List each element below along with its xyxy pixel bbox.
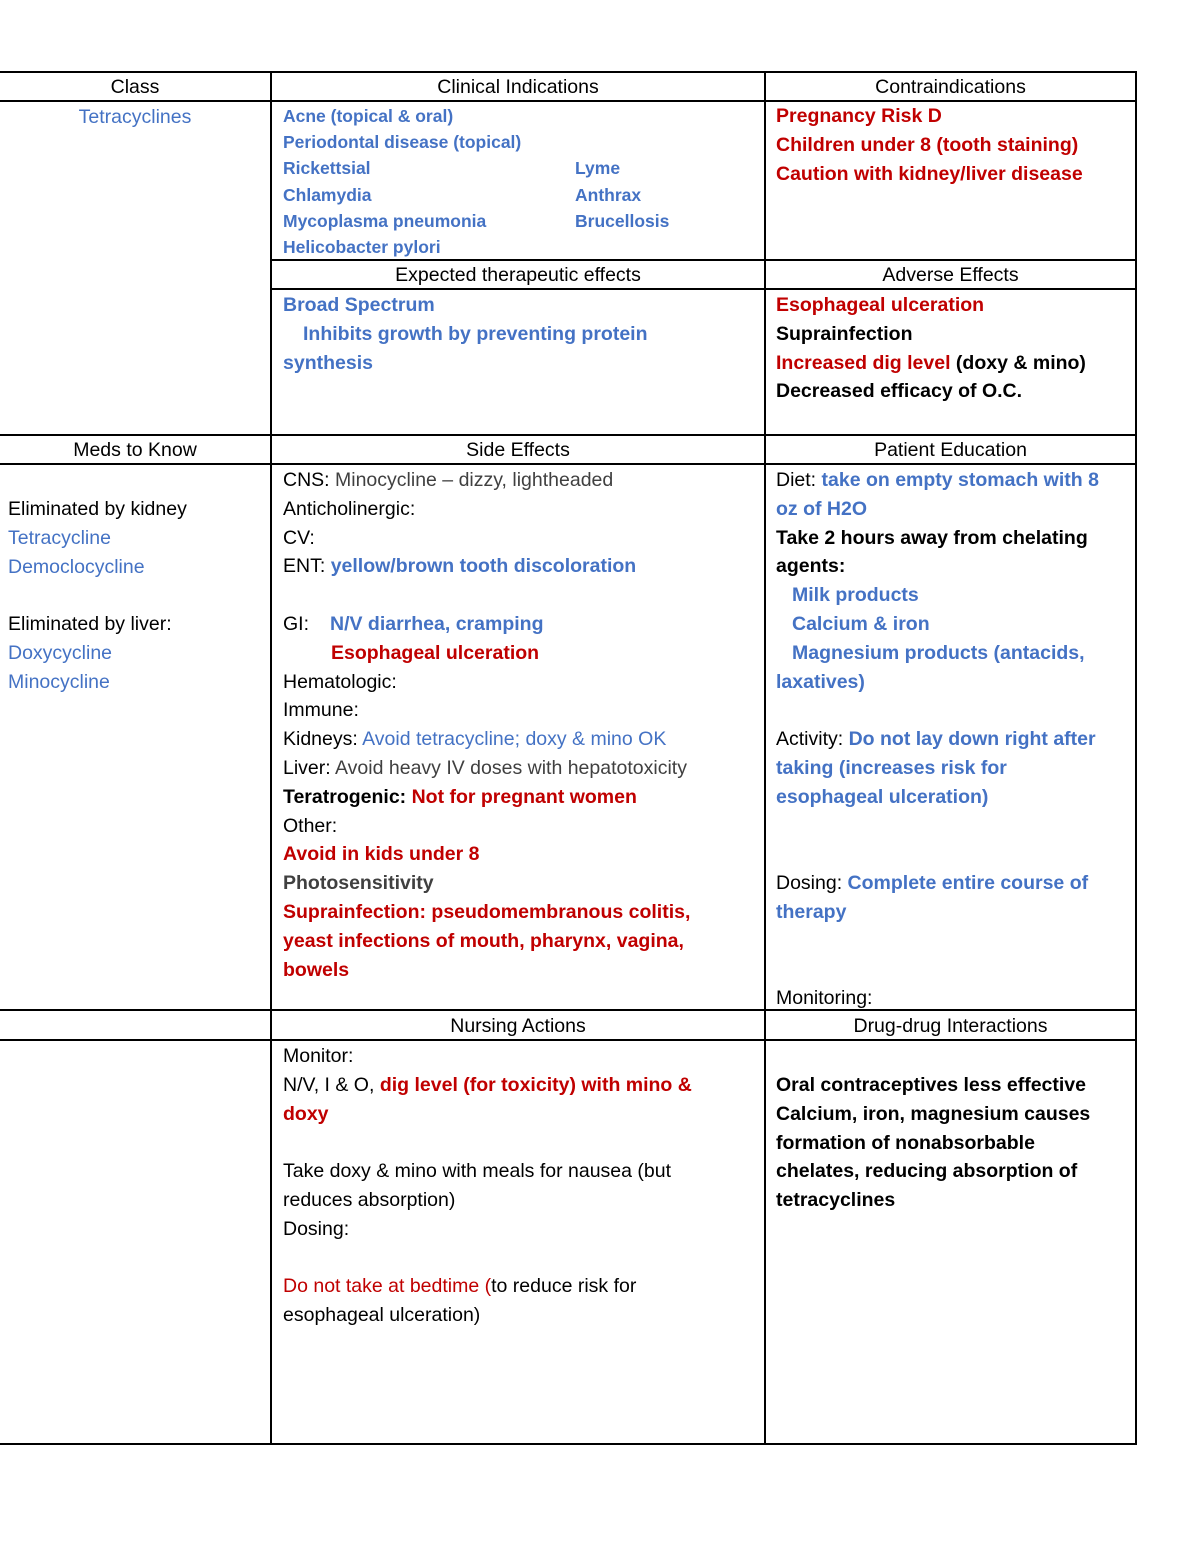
side-label: Liver:	[283, 756, 336, 779]
side-label: Kidneys:	[283, 728, 363, 751]
indication-item: Mycoplasma pneumonia	[283, 210, 487, 231]
side-label: GI:	[283, 612, 310, 635]
indication-item: Anthrax	[575, 184, 642, 205]
education-line: Monitoring:	[776, 987, 873, 1010]
contraindication-item: Children under 8 (tooth staining)	[776, 133, 1079, 156]
adverse-line: Esophageal ulceration	[776, 294, 985, 316]
adverse-effects-cell	[776, 291, 1132, 406]
education-line: taking (increases risk for	[776, 756, 1007, 779]
adverse-black-text: (doxy & mino)	[950, 351, 1086, 374]
nursing-line: Monitor:	[283, 1045, 354, 1067]
side-line	[283, 552, 761, 581]
side-line: Photosensitivity	[283, 872, 434, 895]
nursing-black-text: to reduce risk for	[491, 1275, 637, 1298]
drug-interactions-cell	[776, 1071, 1132, 1215]
expected-line: synthesis	[283, 351, 373, 374]
education-label: Diet:	[776, 469, 822, 491]
side-line	[283, 610, 761, 639]
nursing-line: Dosing:	[283, 1217, 350, 1240]
side-line: Esophageal ulceration	[331, 641, 540, 664]
meds-liver-label: Eliminated by liver:	[8, 613, 172, 636]
patient-education-cell	[776, 466, 1132, 1013]
expected-line: Inhibits growth by preventing protein	[303, 322, 648, 345]
side-label: ENT:	[283, 555, 331, 578]
education-line	[776, 869, 1132, 898]
meds-drug: Minocycline	[8, 670, 110, 693]
nursing-red-text: Do not take at bedtime (	[283, 1275, 492, 1298]
side-effects-cell	[283, 466, 761, 984]
side-line: CV:	[283, 526, 315, 549]
nursing-line: reduces absorption)	[283, 1188, 456, 1211]
side-line	[283, 725, 761, 754]
indication-row	[283, 155, 758, 181]
meds-cell	[8, 495, 266, 697]
clinical-indications-cell	[283, 103, 758, 260]
header-side-effects: Side Effects	[466, 439, 570, 461]
meds-kidney-label: Eliminated by kidney	[8, 498, 187, 520]
indication-item: Rickettsial	[283, 158, 371, 179]
education-line	[776, 466, 1132, 495]
adverse-line: Suprainfection	[776, 322, 913, 345]
nursing-black-text: N/V, I & O,	[283, 1073, 380, 1096]
side-value: N/V diarrhea, cramping	[330, 612, 544, 635]
interaction-line: formation of nonabsorbable	[776, 1131, 1035, 1154]
adverse-line	[776, 349, 1132, 378]
indication-item: Lyme	[575, 158, 621, 179]
side-line: Suprainfection: pseudomembranous colitis,	[283, 900, 691, 923]
header-clinical-indications: Clinical Indications	[437, 76, 599, 98]
indication-item: Brucellosis	[575, 210, 670, 231]
nursing-line: doxy	[283, 1102, 329, 1125]
education-line: Milk products	[792, 584, 919, 607]
adverse-line: Decreased efficacy of O.C.	[776, 380, 1023, 403]
education-line: agents:	[776, 555, 846, 578]
side-value: yellow/brown tooth discoloration	[330, 555, 637, 578]
nursing-red-text: dig level (for toxicity) with mino &	[379, 1073, 692, 1096]
side-label: CNS:	[283, 469, 336, 491]
side-line: Other:	[283, 814, 338, 837]
side-line: Hematologic:	[283, 670, 397, 693]
education-line: laxatives)	[776, 670, 865, 693]
header-contraindications: Contraindications	[875, 76, 1026, 98]
meds-drug: Tetracycline	[8, 526, 111, 549]
side-value: Minocycline – dizzy, lightheaded	[335, 469, 614, 491]
expected-line: Broad Spectrum	[283, 294, 435, 316]
nursing-line: Take doxy & mino with meals for nausea (but	[283, 1160, 672, 1183]
education-value: take on empty stomach with 8	[821, 469, 1099, 491]
indication-line: Periodontal disease (topical)	[283, 132, 522, 153]
education-value: Complete entire course of	[847, 872, 1089, 895]
side-line: Avoid in kids under 8	[283, 843, 480, 866]
education-label: Activity:	[776, 728, 849, 751]
side-line: Immune:	[283, 699, 359, 722]
meds-drug: Doxycycline	[8, 641, 113, 664]
indication-row	[283, 182, 758, 208]
side-line	[283, 783, 761, 812]
nursing-line	[283, 1272, 761, 1301]
education-line: Calcium & iron	[792, 612, 930, 635]
contraindications-cell	[776, 102, 1132, 188]
rule-bottom	[0, 1443, 1137, 1445]
interaction-line: Calcium, iron, magnesium causes	[776, 1102, 1091, 1125]
side-line: bowels	[283, 958, 350, 981]
header-adverse-effects: Adverse Effects	[882, 264, 1019, 286]
interaction-line: Oral contraceptives less effective	[776, 1074, 1086, 1096]
nursing-actions-cell	[283, 1042, 761, 1330]
education-label: Dosing:	[776, 872, 848, 895]
side-line	[283, 466, 761, 495]
education-line: Magnesium products (antacids,	[792, 641, 1085, 664]
nursing-line: esophageal ulceration)	[283, 1304, 481, 1327]
nursing-line	[283, 1071, 761, 1100]
education-line	[776, 725, 1132, 754]
side-line: Anticholinergic:	[283, 497, 416, 520]
education-value: Do not lay down right after	[848, 728, 1096, 751]
header-patient-education: Patient Education	[874, 439, 1027, 461]
side-label: Teratrogenic:	[283, 785, 412, 808]
side-value: Avoid tetracycline; doxy & mino OK	[362, 728, 667, 751]
education-line: therapy	[776, 900, 847, 923]
expected-effects-cell	[283, 291, 758, 377]
education-line: Take 2 hours away from chelating	[776, 526, 1088, 549]
contraindication-item: Caution with kidney/liver disease	[776, 162, 1083, 185]
indication-line: Acne (topical & oral)	[283, 106, 454, 126]
header-meds-to-know: Meds to Know	[73, 439, 197, 461]
header-expected-effects: Expected therapeutic effects	[395, 264, 641, 286]
interaction-line: chelates, reducing absorption of	[776, 1160, 1078, 1183]
indication-item: Chlamydia	[283, 184, 372, 205]
class-value: Tetracyclines	[78, 106, 192, 128]
indication-row	[283, 208, 758, 234]
header-drug-interactions: Drug-drug Interactions	[853, 1015, 1048, 1037]
side-line: yeast infections of mouth, pharynx, vagina,	[283, 929, 684, 952]
header-class: Class	[110, 76, 160, 98]
adverse-red-text: Increased dig level	[776, 351, 951, 374]
education-line: oz of H2O	[776, 497, 867, 520]
education-line: esophageal ulceration)	[776, 785, 989, 808]
side-value: Not for pregnant women	[411, 785, 637, 808]
side-line	[283, 754, 761, 783]
col-divider-right	[1135, 71, 1137, 1445]
contraindication-item: Pregnancy Risk D	[776, 105, 942, 127]
meds-drug: Democlocycline	[8, 555, 145, 578]
indication-line: Helicobacter pylori	[283, 237, 441, 258]
interaction-line: tetracyclines	[776, 1189, 896, 1212]
side-value: Avoid heavy IV doses with hepatotoxicity	[335, 756, 687, 779]
header-nursing-actions: Nursing Actions	[450, 1015, 586, 1037]
